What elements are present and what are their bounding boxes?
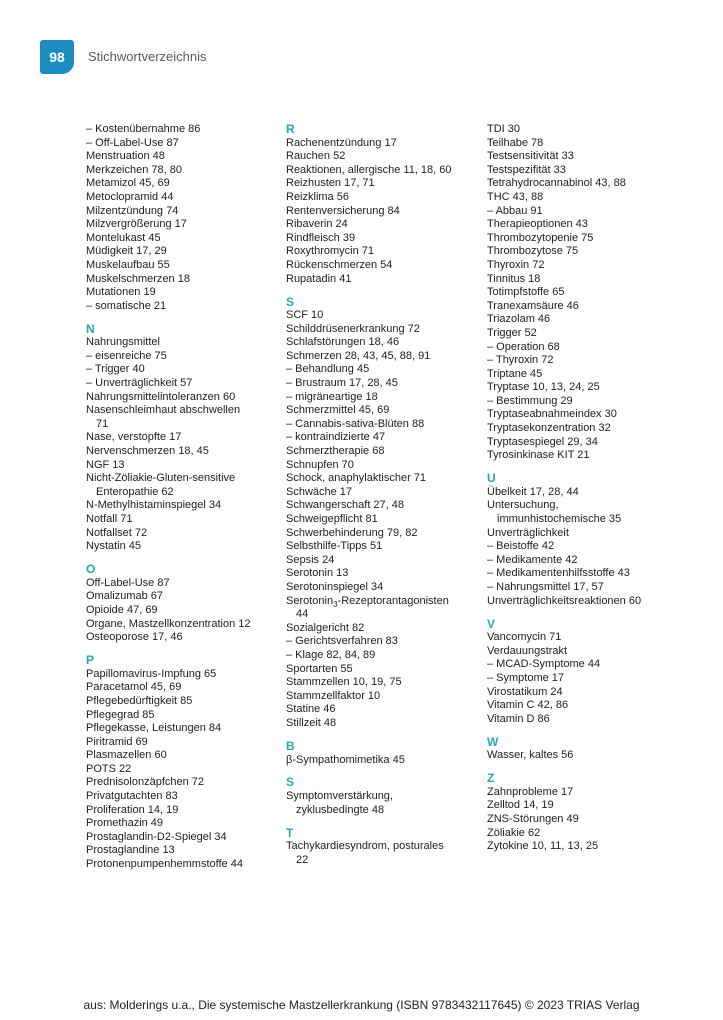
index-entry: Organe, Mastzellkonzentration 12 <box>86 617 251 630</box>
index-entry: Zahnprobleme 17 <box>487 785 574 798</box>
index-letter-heading: T <box>286 825 294 840</box>
section-gap <box>286 817 481 826</box>
index-letter-heading: Z <box>487 771 495 786</box>
index-entry: Reizhusten 17, 71 <box>286 177 375 190</box>
index-entry: Nasenschleimhaut abschwellen <box>86 404 241 417</box>
index-entry: Metamizol 45, 69 <box>86 177 170 190</box>
index-entry: Therapieoptionen 43 <box>487 218 588 231</box>
index-entry: – Nahrungsmittel 17, 57 <box>487 580 604 593</box>
index-entry: POTS 22 <box>86 762 132 775</box>
index-entry: Serotoninspiegel 34 <box>286 580 384 593</box>
index-entry: Ribaverin 24 <box>286 218 348 231</box>
index-entry-continuation: 71 <box>96 417 109 430</box>
index-entry: Notfallset 72 <box>86 526 148 539</box>
index-entry-continuation: zyklusbedingte 48 <box>296 803 385 816</box>
index-entry-continuation: Enteropathie 62 <box>96 485 174 498</box>
index-entry: Pflegekasse, Leistungen 84 <box>86 722 222 735</box>
index-entry: Zytokine 10, 11, 13, 25 <box>487 840 599 853</box>
index-entry: – Operation 68 <box>487 340 560 353</box>
index-entry-continuation: 22 <box>296 853 309 866</box>
index-entry-subscript: 3 <box>333 599 338 609</box>
index-entry: Paracetamol 45, 69 <box>86 681 182 694</box>
copyright-footer: aus: Molderings u.a., Die systemische Mastzellerkrankung (ISBN 9783432117645) © 2023 TRIAS Verlag <box>83 998 640 1012</box>
index-entry: Tranexamsäure 46 <box>487 299 579 312</box>
section-gap <box>487 608 682 617</box>
index-entry: – Kostenübernahme 86 <box>86 123 201 135</box>
index-entry: – somatische 21 <box>86 299 167 312</box>
index-entry: – eisenreiche 75 <box>86 349 167 362</box>
index-letter-heading: U <box>487 471 496 486</box>
index-entry: Selbsthilfe-Tipps 51 <box>286 540 383 553</box>
index-entry: Vitamin D 86 <box>487 712 550 725</box>
index-entry: Off-Label-Use 87 <box>86 576 170 589</box>
index-entry: Nicht-Zöliakie-Gluten-sensitive <box>86 472 236 485</box>
section-gap <box>286 731 481 740</box>
index-entry: Piritramid 69 <box>86 735 148 748</box>
index-entry: Tyrosinkinase KIT 21 <box>487 449 590 462</box>
index-entry: Nervenschmerzen 18, 45 <box>86 445 209 458</box>
index-entry: Schilddrüsenerkrankung 72 <box>286 322 420 335</box>
index-entry: – Medikamente 42 <box>487 553 578 566</box>
index-entry: Proliferation 14, 19 <box>86 803 179 816</box>
index-entry: – Abbau 91 <box>487 204 543 217</box>
index-entry: SCF 10 <box>286 309 324 322</box>
index-letter-heading: R <box>286 122 295 136</box>
index-entry: Testspezifität 33 <box>487 163 566 176</box>
index-entry: Rupatadin 41 <box>286 272 352 285</box>
index-entry: Schlafstörungen 18, 46 <box>286 336 400 349</box>
index-entry: Rentenversicherung 84 <box>286 204 400 217</box>
index-entry: Schweigepflicht 81 <box>286 513 378 526</box>
index-entry: Muskelaufbau 55 <box>86 258 170 271</box>
index-column-1 <box>86 123 281 872</box>
index-entry: Müdigkeit 17, 29 <box>86 245 167 258</box>
index-entry: Stammzellen 10, 19, 75 <box>286 676 402 689</box>
index-entry: Schwangerschaft 27, 48 <box>286 499 405 512</box>
index-entry: – Bestimmung 29 <box>487 394 573 407</box>
index-entry: Symptomverstärkung, <box>286 790 393 803</box>
index-entry: Schmerzen 28, 43, 45, 88, 91 <box>286 349 431 362</box>
index-entry: – Brustraum 17, 28, 45 <box>286 377 398 390</box>
index-entry: Schwerbehinderung 79, 82 <box>286 526 418 539</box>
index-entry: Schmerztherapie 68 <box>286 445 385 458</box>
section-gap <box>286 286 481 295</box>
index-entry: Prostaglandin-D2-Spiegel 34 <box>86 830 227 843</box>
index-entry: – MCAD-Symptome 44 <box>487 658 601 671</box>
index-entry: Tryptasespiegel 29, 34 <box>487 435 598 448</box>
index-column-3 <box>487 123 682 854</box>
index-letter-heading: B <box>286 738 295 753</box>
index-entry: Milzvergrößerung 17 <box>86 218 187 231</box>
index-entry: Tinnitus 18 <box>487 272 541 285</box>
index-entry: – Off-Label-Use 87 <box>86 136 179 149</box>
index-entry: Privatgutachten 83 <box>86 790 178 803</box>
index-entry-continuation: immunhistochemische 35 <box>497 513 622 526</box>
index-entry: Rindfleisch 39 <box>286 231 356 244</box>
index-entry: Roxythromycin 71 <box>286 245 375 258</box>
index-entry: Osteoporose 17, 46 <box>86 631 183 644</box>
index-entry: – Beistoffe 42 <box>487 540 555 553</box>
index-entry-text-after: -Rezeptorantagonisten <box>337 594 449 607</box>
index-entry: Vancomycin 71 <box>487 631 562 644</box>
index-letter-heading: S <box>286 294 295 309</box>
index-entry: Zelltod 14, 19 <box>487 799 554 812</box>
index-entry: Stammzellfaktor 10 <box>286 689 381 702</box>
running-header-title: Stichwortverzeichnis <box>88 49 207 64</box>
index-entry: Unverträglichkeit <box>487 526 569 539</box>
index-entry: Thyroxin 72 <box>487 258 545 271</box>
index-entry: Tryptase 10, 13, 24, 25 <box>487 381 600 394</box>
index-entry: – Symptome 17 <box>487 671 565 684</box>
index-entry: Serotonin 13 <box>286 567 349 580</box>
index-entry: Virostatikum 24 <box>487 685 563 698</box>
index-entry: Omalizumab 67 <box>86 590 164 603</box>
index-entry: Reaktionen, allergische 11, 18, 60 <box>286 163 452 176</box>
index-entry: Mutationen 19 <box>86 286 156 299</box>
index-entry: Nystatin 45 <box>86 540 142 553</box>
index-entry: Merkzeichen 78, 80 <box>86 163 182 176</box>
index-entry: Menstruation 48 <box>86 150 165 163</box>
index-entry: – migräneartige 18 <box>286 390 378 403</box>
index-entry: – Thyroxin 72 <box>487 354 554 367</box>
index-entry: Reizklima 56 <box>286 190 349 203</box>
index-entry: NGF 13 <box>86 458 125 471</box>
index-entry: Rachenentzündung 17 <box>286 136 397 149</box>
index-entry: Verdauungstrakt <box>487 644 568 657</box>
index-entry: Tryptaseabnahmeindex 30 <box>487 408 617 421</box>
index-entry-continuation: 44 <box>296 608 309 621</box>
index-entry: Unverträglichkeitsreaktionen 60 <box>487 594 642 607</box>
index-letter-heading: N <box>86 321 95 336</box>
index-entry: Trigger 52 <box>487 326 537 339</box>
index-entry: Zöliakie 62 <box>487 826 541 839</box>
index-entry: Testsensitivität 33 <box>487 150 574 163</box>
index-entry: Sportarten 55 <box>286 662 353 675</box>
index-entry: Promethazin 49 <box>86 817 164 830</box>
index-entry: Tachykardiesyndrom, posturales <box>286 840 444 853</box>
index-entry: Wasser, kaltes 56 <box>487 749 574 762</box>
index-entry: Nahrungsmittel <box>86 336 160 349</box>
index-entry: β-Sympathomimetika 45 <box>286 753 405 766</box>
index-entry: Notfall 71 <box>86 513 133 526</box>
index-entry: Übelkeit 17, 28, 44 <box>487 485 579 498</box>
index-entry: Prednisolonzäpfchen 72 <box>86 776 205 789</box>
index-entry: Sepsis 24 <box>286 553 335 566</box>
section-gap <box>487 763 682 772</box>
index-entry: Schnupfen 70 <box>286 458 354 471</box>
index-entry: Opioide 47, 69 <box>86 603 158 616</box>
index-entry: Totimpfstoffe 65 <box>487 286 565 299</box>
index-letter-heading: P <box>86 653 95 668</box>
index-entry: Papillomavirus-Impfung 65 <box>86 667 217 680</box>
index-entry: Plasmazellen 60 <box>86 749 167 762</box>
index-entry: Tryptasekonzentration 32 <box>487 422 611 435</box>
index-entry: Thrombozytopenie 75 <box>487 231 594 244</box>
index-entry: – Trigger 40 <box>86 363 145 376</box>
index-entry: – Behandlung 45 <box>286 363 370 376</box>
index-letter-heading: S <box>286 775 295 790</box>
index-entry: Vitamin C 42, 86 <box>487 699 569 712</box>
index-entry: Triptane 45 <box>487 367 543 380</box>
section-gap <box>487 726 682 735</box>
index-entry: – Medikamentenhilfsstoffe 43 <box>487 567 630 580</box>
index-entry: Tetrahydrocannabinol 43, 88 <box>487 177 626 190</box>
index-entry: Rauchen 52 <box>286 150 346 163</box>
index-entry <box>286 595 481 609</box>
section-gap <box>86 313 281 322</box>
section-gap <box>286 767 481 776</box>
index-entry: – Klage 82, 84, 89 <box>286 648 376 661</box>
index-entry: Teilhabe 78 <box>487 136 544 149</box>
index-entry: Pflegebedürftigkeit 85 <box>86 694 193 707</box>
index-entry: – Gerichtsverfahren 83 <box>286 635 398 648</box>
index-entry: – Cannabis-sativa-Blüten 88 <box>286 417 425 430</box>
index-entry: Schmerzmittel 45, 69 <box>286 404 390 417</box>
index-entry: Nahrungsmittelintoleranzen 60 <box>86 390 236 403</box>
index-entry: ZNS-Störungen 49 <box>487 813 579 826</box>
index-entry: Muskelschmerzen 18 <box>86 272 190 285</box>
section-gap <box>86 645 281 654</box>
index-entry: Triazolam 46 <box>487 313 551 326</box>
index-entry-text: Serotonin <box>286 594 334 607</box>
index-entry: Milzentzündung 74 <box>86 204 179 217</box>
index-entry: THC 43, 88 <box>487 190 544 203</box>
index-entry: Protonenpumpenhemmstoffe 44 <box>86 858 243 871</box>
index-letter-heading: V <box>487 616 496 631</box>
index-entry: – Unverträglichkeit 57 <box>86 377 193 390</box>
index-entry: Schwäche 17 <box>286 485 353 498</box>
index-entry: Stillzeit 48 <box>286 716 337 729</box>
page-number-badge: 98 <box>40 40 74 74</box>
index-entry: Rückenschmerzen 54 <box>286 258 393 271</box>
index-letter-heading: W <box>487 734 499 749</box>
index-entry: Untersuchung, <box>487 499 559 512</box>
index-entry: Pflegegrad 85 <box>86 708 155 721</box>
index-entry: Metoclopramid 44 <box>86 190 174 203</box>
index-letter-heading: O <box>86 562 96 577</box>
index-entry: Schock, anaphylaktischer 71 <box>286 472 427 485</box>
index-entry: Nase, verstopfte 17 <box>86 431 182 444</box>
index-entry: Thrombozytose 75 <box>487 245 579 258</box>
index-entry: – kontraindizierte 47 <box>286 431 386 444</box>
section-gap <box>86 554 281 563</box>
section-gap <box>487 463 682 472</box>
index-entry: Sozialgericht 82 <box>286 621 365 634</box>
index-entry: TDI 30 <box>487 123 521 135</box>
index-entry: Statine 46 <box>286 703 336 716</box>
index-entry: N-Methylhistaminspiegel 34 <box>86 499 222 512</box>
index-entry: Prostaglandine 13 <box>86 844 175 857</box>
index-entry: Montelukast 45 <box>86 231 161 244</box>
index-column-2 <box>286 123 481 867</box>
